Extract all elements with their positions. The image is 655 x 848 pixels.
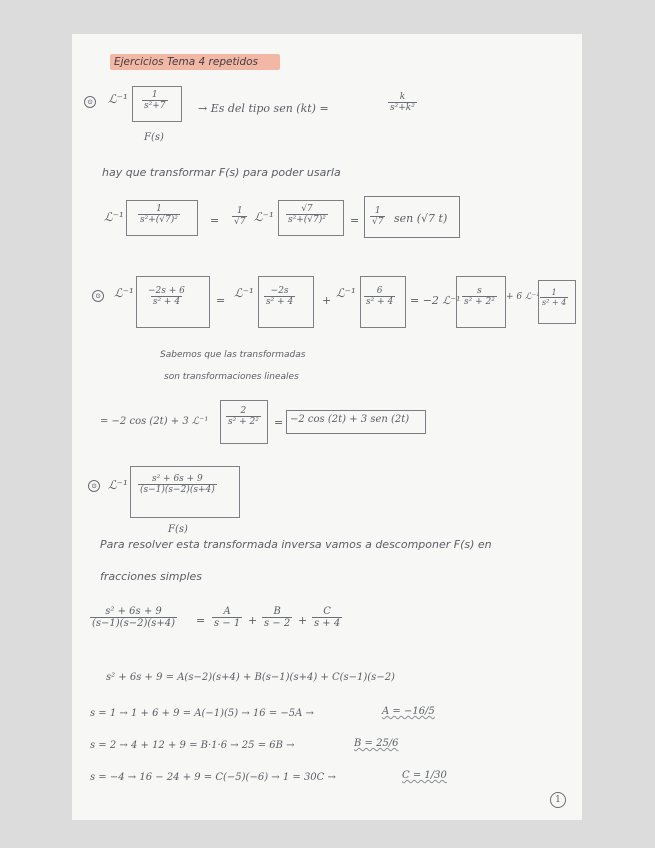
ex2-note-1: Sabemos que las transformadas <box>160 350 306 360</box>
ex2-line3: = −2 cos (2t) + 3 ℒ⁻¹ <box>100 416 209 427</box>
laplace-op: ℒ⁻¹ <box>108 92 128 106</box>
denominator: s²+7 <box>144 101 166 111</box>
numerator: B <box>273 606 281 617</box>
numerator: 2 <box>240 406 247 416</box>
notebook-page <box>72 34 582 820</box>
numerator: −2s + 6 <box>148 286 185 296</box>
equals: = <box>196 614 206 627</box>
ex1-explanation: hay que transformar F(s) para poder usarla <box>102 166 341 179</box>
denominator: s² + 2² <box>464 297 495 307</box>
ex3-s1: s = 1 → 1 + 6 + 9 = A(−1)(5) → 16 = −5A → <box>90 708 314 719</box>
denominator: s² + 2² <box>228 417 259 427</box>
numerator: C <box>323 606 331 617</box>
page-number: 1 <box>550 792 566 808</box>
ex3-explanation-2: fracciones simples <box>100 570 203 583</box>
ex3-expansion: s² + 6s + 9 = A(s−2)(s+4) + B(s−1)(s+4) + C(s−1)(s−2) <box>106 672 395 683</box>
p2-fraction <box>364 286 395 307</box>
bullet-icon-1: ⊙ <box>84 96 96 108</box>
result-text: sen (√7 t) <box>394 212 448 225</box>
equals: = <box>274 416 284 429</box>
denominator: s² + 4 <box>266 297 294 307</box>
numerator: s <box>477 286 482 296</box>
f-label: F(s) <box>144 132 164 143</box>
ex3-s2: s = 2 → 4 + 12 + 9 = B·1·6 → 25 = 6B → <box>90 740 295 751</box>
equals: = <box>216 294 226 307</box>
denominator: √7 <box>234 217 246 227</box>
page-title: Ejercicios Tema 4 repetidos <box>114 56 259 68</box>
plus: + <box>322 294 332 307</box>
ex2-result: −2 cos (2t) + 3 sen (2t) <box>290 414 410 425</box>
numerator: s² + 6s + 9 <box>151 474 203 484</box>
ex3-fraction <box>138 474 217 495</box>
denominator: s + 4 <box>314 618 341 629</box>
denominator: s²+k² <box>390 103 415 113</box>
ex1-fraction <box>142 90 168 111</box>
equals: = <box>210 214 220 227</box>
laplace-op: ℒ⁻¹ <box>234 286 254 300</box>
denominator: s − 1 <box>214 618 241 629</box>
denominator: s² + 4 <box>542 298 567 307</box>
bullet-icon-2: ⊙ <box>92 290 104 302</box>
laplace-op: ℒ⁻¹ <box>104 210 124 224</box>
ref-fraction <box>388 92 417 113</box>
frac-a <box>212 606 242 629</box>
ex2-note-2: son transformaciones lineales <box>164 372 299 382</box>
line3-fraction <box>226 406 261 427</box>
ex3-explanation-1: Para resolver esta transformada inversa vamos a descomponer F(s) en <box>100 538 492 551</box>
numerator: s² + 6s + 9 <box>105 606 162 617</box>
laplace-op: ℒ⁻¹ <box>336 286 356 300</box>
ex2-fraction <box>146 286 187 307</box>
numerator: A <box>223 606 231 617</box>
f-label: F(s) <box>168 524 188 535</box>
step2-fraction <box>286 204 328 225</box>
plus: + <box>298 614 308 627</box>
numerator: 1 <box>236 206 243 216</box>
linear-step: = −2 ℒ⁻¹ <box>410 294 461 307</box>
frac-b <box>262 606 292 629</box>
p3-fraction <box>462 286 497 307</box>
laplace-op: ℒ⁻¹ <box>108 478 128 492</box>
denominator: s²+(√7)² <box>288 215 326 225</box>
numerator: k <box>399 92 406 102</box>
linear-step: + 6 ℒ⁻¹ <box>506 292 540 302</box>
denominator: (s−1)(s−2)(s+4) <box>92 618 176 629</box>
denominator: s² + 4 <box>366 297 394 307</box>
denominator: (s−1)(s−2)(s+4) <box>140 485 215 495</box>
p1-fraction <box>264 286 295 307</box>
numerator: 1 <box>156 204 162 214</box>
ex3-s3: s = −4 → 16 − 24 + 9 = C(−5)(−6) → 1 = 30C → <box>90 772 336 783</box>
denominator: s² + 4 <box>152 297 181 307</box>
result-fraction <box>370 206 385 227</box>
denominator: √7 <box>372 217 384 227</box>
numerator: −2s <box>270 286 289 296</box>
pf-lhs <box>90 606 177 629</box>
numerator: 1 <box>551 288 557 297</box>
title-highlight <box>110 54 280 70</box>
ex3-s3-result: C = 1/30 <box>402 770 447 781</box>
ex1-note: → Es del tipo sen (kt) = <box>198 102 329 115</box>
ex3-s1-result: A = −16/5 <box>382 706 435 717</box>
laplace-op: ℒ⁻¹ <box>254 210 274 224</box>
plus: + <box>248 614 258 627</box>
p4-fraction <box>540 288 568 307</box>
denominator: s − 2 <box>264 618 291 629</box>
equals: = <box>350 214 360 227</box>
numerator: 6 <box>376 286 383 296</box>
bullet-icon-3: ⊙ <box>88 480 100 492</box>
denominator: s²+(√7)² <box>140 215 178 225</box>
coef-fraction <box>232 206 247 227</box>
laplace-op: ℒ⁻¹ <box>114 286 134 300</box>
step-fraction <box>138 204 180 225</box>
numerator: 1 <box>374 206 381 216</box>
frac-c <box>312 606 342 629</box>
numerator: √7 <box>301 204 313 214</box>
numerator: 1 <box>151 90 158 100</box>
ex3-s2-result: B = 25/6 <box>354 738 399 749</box>
